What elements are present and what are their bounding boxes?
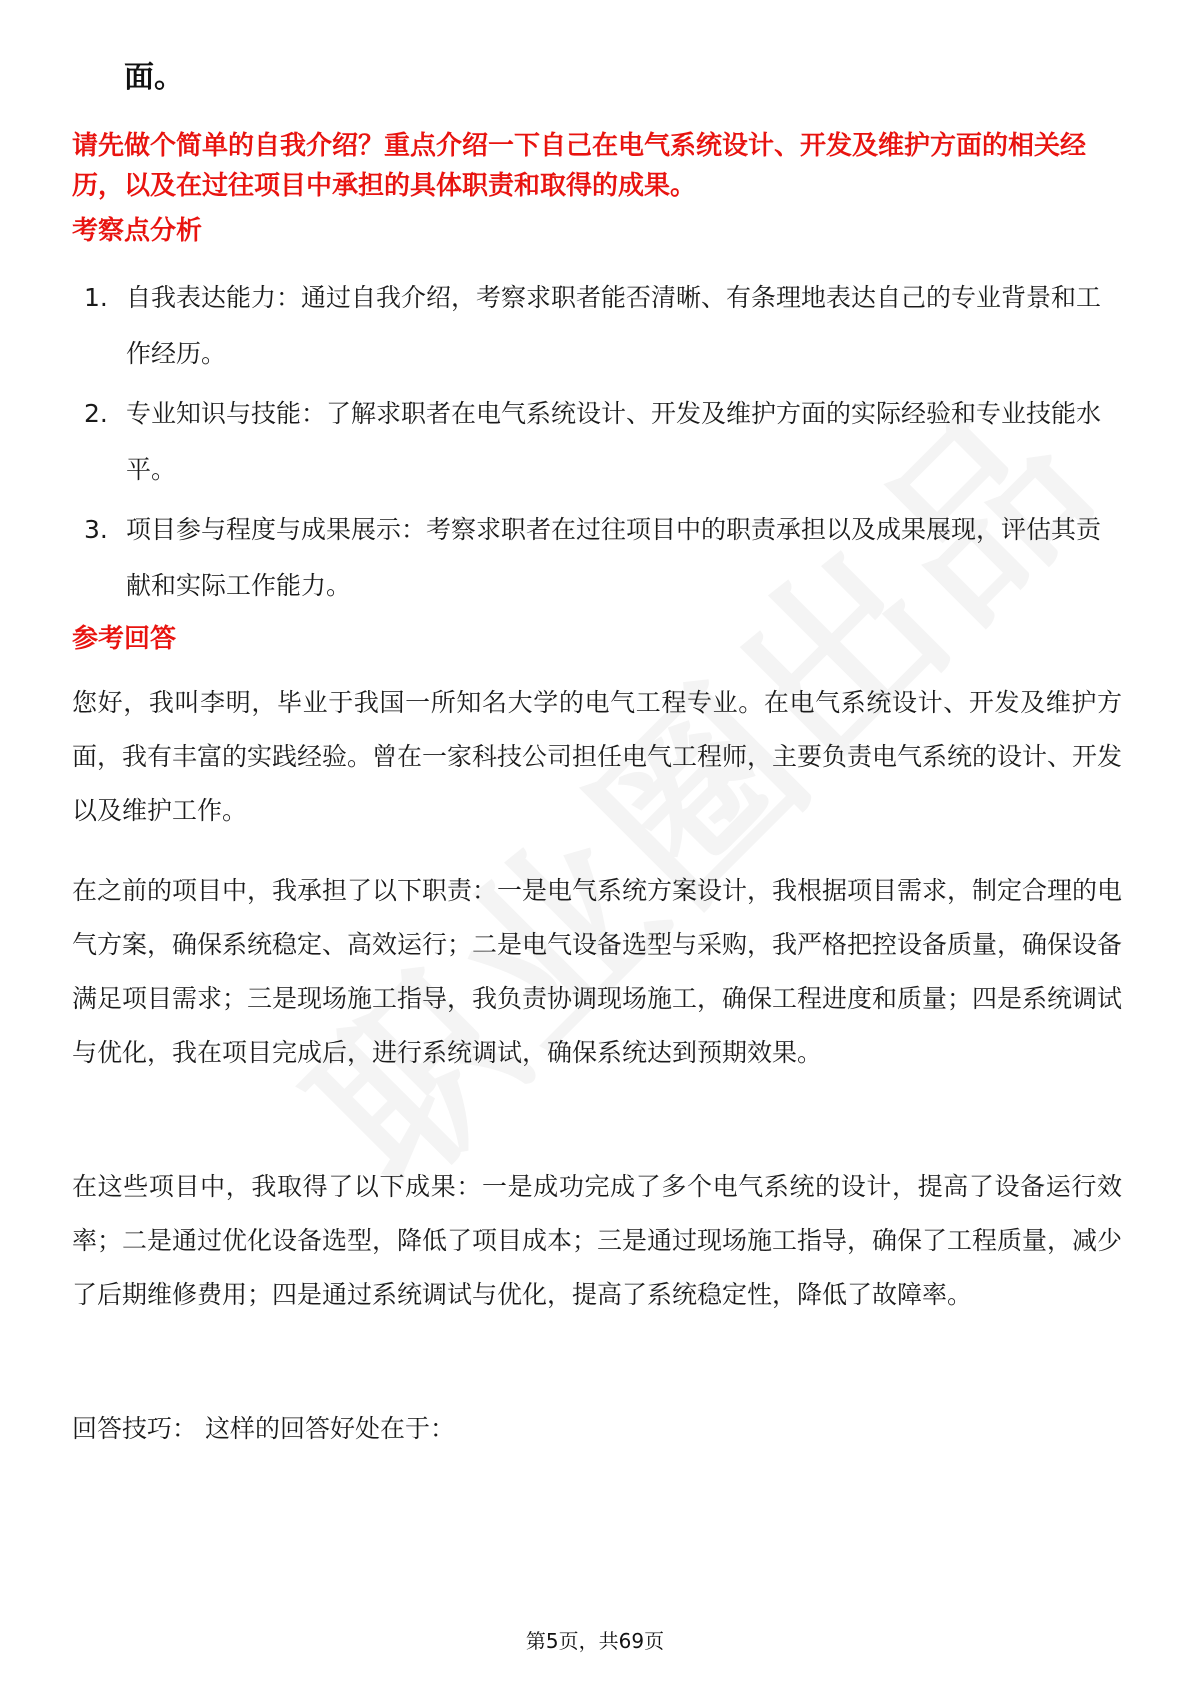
- answer-paragraph: 您好，我叫李明，毕业于我国一所知名大学的电气工程专业。在电气系统设计、开发及维护方面，我有丰富的实践经验。曾在一家科技公司担任电气工程师，主要负责电气系统的设计、开发以及维护工作。: [72, 688, 1123, 825]
- continuation-text: 面。: [124, 60, 184, 95]
- list-item: [84, 270, 1124, 382]
- list-number: 1.: [84, 283, 108, 312]
- list-item: [84, 502, 1124, 614]
- answer-paragraph: 在之前的项目中，我承担了以下职责：一是电气系统方案设计，我根据项目需求，制定合理的电气方案，确保系统稳定、高效运行；二是电气设备选型与采购，我严格把控设备质量，确保设备满足项目需求；三是现场施工指导，我负责协调现场施工，确保工程进度和质量；四是系统调试与优化，我在项目完成后，进行系统调试，确保系统达到预期效果。: [72, 876, 1123, 1067]
- analysis-list: [84, 270, 1124, 618]
- list-text: 专业知识与技能：了解求职者在电气系统设计、开发及维护方面的实际经验和专业技能水平。: [126, 399, 1102, 484]
- answer-paragraph: 在这些项目中，我取得了以下成果：一是成功完成了多个电气系统的设计，提高了设备运行效率；二是通过优化设备选型，降低了项目成本；三是通过现场施工指导，确保了工程质量，减少了后期维修费用；四是通过系统调试与优化，提高了系统稳定性，降低了故障率。: [72, 1172, 1123, 1309]
- list-number: 2.: [84, 399, 108, 428]
- list-number: 3.: [84, 515, 108, 544]
- question-heading: 请先做个简单的自我介绍？重点介绍一下自己在电气系统设计、开发及维护方面的相关经历，以及在过往项目中承担的具体职责和取得的成果。: [72, 131, 1087, 201]
- list-item: [84, 386, 1124, 498]
- list-text: 自我表达能力：通过自我介绍，考察求职者能否清晰、有条理地表达自己的专业背景和工作经历。: [126, 283, 1102, 368]
- page-footer: 第5页，共69页: [525, 1629, 665, 1653]
- analysis-title: 考察点分析: [72, 216, 203, 246]
- answer-tips: 回答技巧： 这样的回答好处在于：: [72, 1414, 455, 1443]
- answer-title: 参考回答: [72, 624, 177, 654]
- list-text: 项目参与程度与成果展示：考察求职者在过往项目中的职责承担以及成果展现，评估其贡献和实际工作能力。: [126, 515, 1102, 600]
